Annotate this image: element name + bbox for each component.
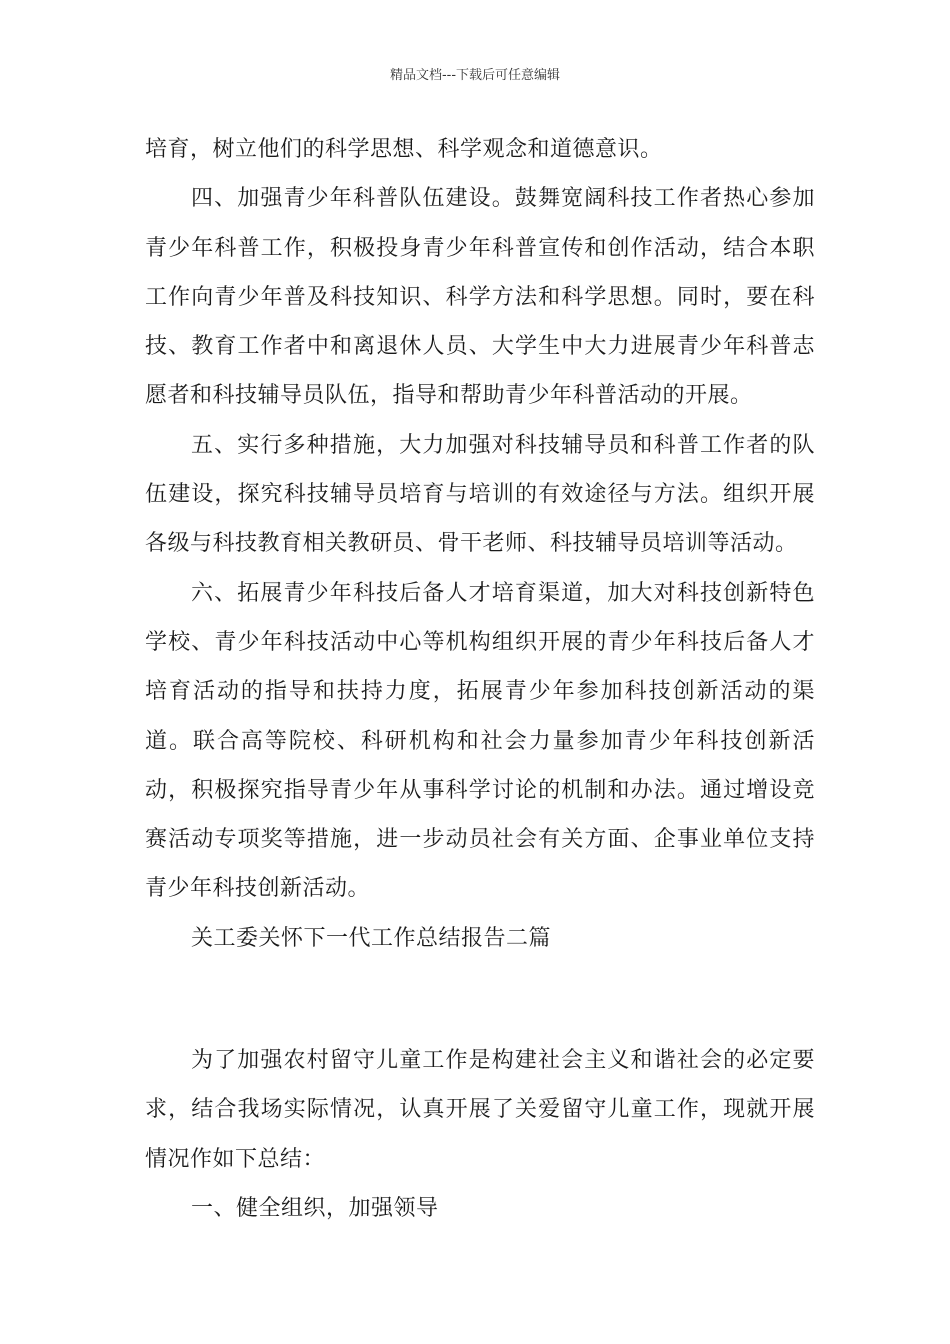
- paragraph-section-four: 四、加强青少年科普队伍建设。鼓舞宽阔科技工作者热心参加青少年科普工作，积极投身青少年科普宣传和创作活动，结合本职工作向青少年普及科技知识、科学方法和科学思想。同时，要在科技、教育工作者中和离退休人员、大学生中大力进展青少年科普志愿者和科技辅导员队伍，指导和帮助青少年科普活动的开展。: [145, 186, 815, 409]
- paragraph-intro: 为了加强农村留守儿童工作是构建社会主义和谐社会的必定要求，结合我场实际情况，认真开展了关爱留守儿童工作，现就开展情况作如下总结：: [145, 1048, 815, 1172]
- paragraph-section-six: 六、拓展青少年科技后备人才培育渠道，加大对科技创新特色学校、青少年科技活动中心等机构组织开展的青少年科技后备人才培育活动的指导和扶持力度，拓展青少年参加科技创新活动的渠道。联合高等院校、科研机构和社会力量参加青少年科技创新活动，积极探究指导青少年从事科学讨论的机制和办法。通过增设竞赛活动专项奖等措施，进一步动员社会有关方面、企事业单位支持青少年科技创新活动。: [145, 580, 815, 902]
- paragraph-section-five: 五、实行多种措施，大力加强对科技辅导员和科普工作者的队伍建设，探究科技辅导员培育与培训的有效途径与方法。组织开展各级与科技教育相关教研员、骨干老师、科技辅导员培训等活动。: [145, 432, 815, 557]
- section-title: 关工委关怀下一代工作总结报告二篇: [191, 925, 552, 951]
- paragraph-continuation: 培育，树立他们的科学思想、科学观念和道德意识。: [145, 137, 663, 162]
- page-header: 精品文档---下载后可任意编辑: [389, 68, 561, 83]
- document-body: [145, 125, 815, 1233]
- section-heading-one: 一、健全组织，加强领导: [191, 1195, 439, 1221]
